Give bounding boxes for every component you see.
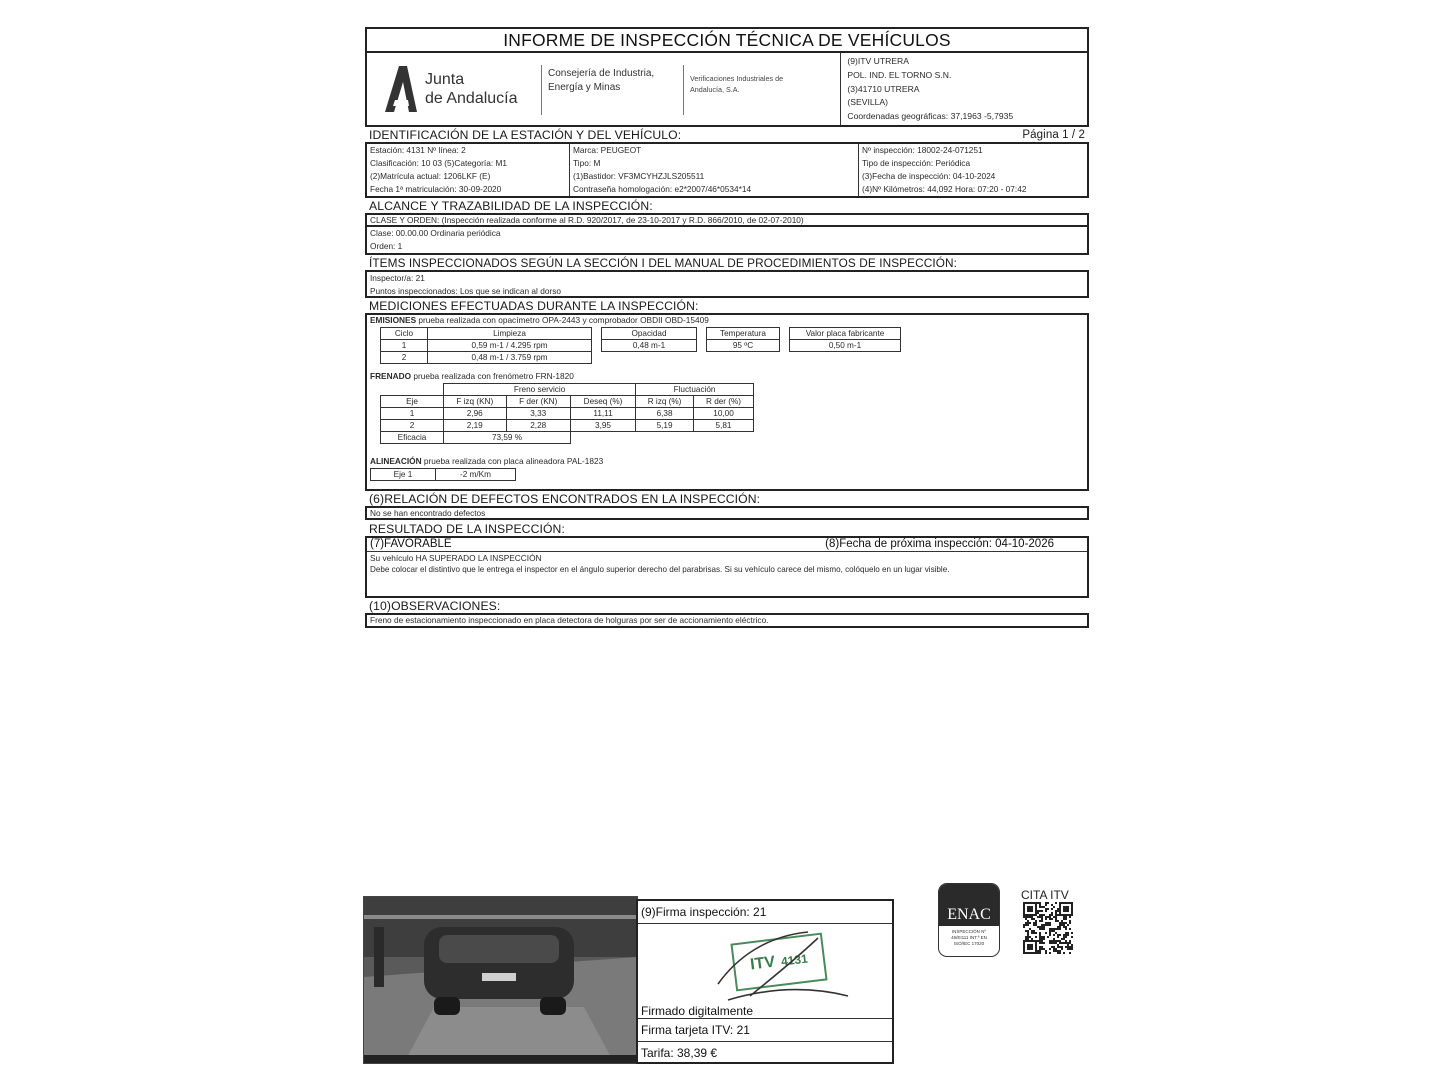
stamp-number: 4131: [780, 951, 809, 969]
frenado-header: F izq (KN): [444, 396, 507, 408]
frenado-cell: 1: [381, 408, 444, 420]
fluctuacion-header: Fluctuación: [636, 384, 754, 396]
temperatura-table: [706, 327, 780, 352]
consejeria-line2: Energía y Minas: [548, 82, 621, 93]
alineacion-label: ALINEACIÓN: [370, 456, 422, 466]
inspection-report: [365, 27, 1089, 628]
emisiones-cell: 2: [381, 352, 428, 364]
emisiones-cell: 0,59 m-1 / 4.295 rpm: [428, 340, 592, 352]
placa-header: Valor placa fabricante: [790, 328, 901, 340]
qr-code-icon[interactable]: [1023, 902, 1075, 954]
emisiones-limpieza-header: Limpieza: [428, 328, 592, 340]
frenado-label: FRENADO: [370, 371, 412, 381]
ident-col3: [859, 144, 1087, 196]
frenado-header: Eje: [381, 396, 444, 408]
frenado-cell: 10,00: [694, 408, 754, 420]
items-box: [365, 270, 1089, 298]
ident-homologacion: Contraseña homologación: e2*2007/46*0534*14: [573, 184, 752, 194]
section-alcance: ALCANCE Y TRAZABILIDAD DE LA INSPECCIÓN:: [369, 199, 653, 213]
firma-tarjeta: Firma tarjeta ITV: 21: [638, 1019, 892, 1042]
consejeria-line1: Consejería de Industria,: [548, 68, 655, 79]
frenado-cell: 2,28: [506, 420, 570, 432]
section-items: ÍTEMS INSPECCIONADOS SEGÚN LA SECCIÓN I DEL MANUAL DE PROCEDIMIENTOS DE INSPECCIÓN:: [369, 256, 957, 270]
tarifa: Tarifa: 38,39 €: [641, 1046, 718, 1060]
opacidad-header: Opacidad: [602, 328, 697, 340]
frenado-cell: 2,96: [444, 408, 507, 420]
resultado-box: [365, 536, 1089, 598]
section-mediciones: MEDICIONES EFECTUADAS DURANTE LA INSPECCIÓN:: [369, 299, 699, 313]
emisiones-cell: 1: [381, 340, 428, 352]
station-line3: (3)41710 UTRERA: [847, 83, 920, 94]
eficacia-value: 73,59 %: [444, 432, 571, 444]
frenado-header: Deseq (%): [570, 396, 635, 408]
frenado-cell: 3,33: [506, 408, 570, 420]
opacidad-value: 0,48 m-1: [602, 340, 697, 352]
consejeria: [542, 53, 683, 125]
items-puntos: Puntos inspeccionados: Los que se indican al dorso: [370, 286, 561, 296]
alcance-clase: Clase: 00.00.00 Ordinaria periódica: [370, 228, 501, 238]
frenado-table: [380, 383, 754, 444]
placa-value: 0,50 m-1: [790, 340, 901, 352]
ident-kilometros: (4)Nº Kilómetros: 44,092 Hora: 07:20 - 07:42: [862, 184, 1027, 194]
ident-num-inspeccion: Nº inspección: 18002-24-071251: [862, 145, 983, 155]
logo-line1: Junta: [425, 71, 465, 88]
alineacion-eje: Eje 1: [371, 469, 436, 481]
ident-tipo-inspeccion: Tipo de inspección: Periódica: [862, 158, 971, 168]
verificaciones: [684, 53, 840, 125]
proxima-inspeccion: (8)Fecha de próxima inspección: 04-10-2026: [825, 538, 1054, 550]
frenado-header: F der (KN): [506, 396, 570, 408]
vehicle-photo-image: [364, 897, 637, 1063]
temperatura-header: Temperatura: [707, 328, 780, 340]
junta-logo: [367, 53, 541, 125]
station-line5: Coordenadas geográficas: 37,1963 -5,7935: [847, 111, 1014, 122]
page-number: Página 1 / 2: [1022, 129, 1085, 141]
alineacion-valor: -2 m/Km: [436, 469, 516, 481]
resultado-header: [367, 538, 1087, 552]
ident-col1: [367, 144, 570, 196]
ident-heading-row: [365, 128, 1089, 142]
emisiones-cell: 0,48 m-1 / 3.759 rpm: [428, 352, 592, 364]
ident-fecha-inspeccion: (3)Fecha de inspección: 04-10-2024: [862, 171, 996, 181]
vehicle-photo: [363, 896, 638, 1064]
ident-marca: Marca: PEUGEOT: [573, 145, 642, 155]
section-relacion: (6)RELACIÓN DE DEFECTOS ENCONTRADOS EN LA INSPECCIÓN:: [369, 492, 761, 506]
frenado-cell: 2,19: [444, 420, 507, 432]
ident-clasificacion: Clasificación: 10 03 (5)Categoría: M1: [370, 158, 507, 168]
station-line4: (SEVILLA): [847, 97, 888, 108]
firmado-digitalmente: Firmado digitalmente: [641, 1004, 754, 1018]
verif-line1: Verificaciones Industriales de: [690, 74, 784, 83]
enac-logo: ENAC: [939, 884, 999, 926]
eficacia-label: Eficacia: [381, 432, 444, 444]
ident-box: [365, 142, 1089, 198]
observaciones-box: Freno de estacionamiento inspeccionado en placa detectora de holguras por ser de accionamiento eléctrico.: [365, 613, 1089, 628]
ident-matricula: (2)Matrícula actual: 1206LKF (E): [370, 171, 491, 181]
mediciones-box: [365, 313, 1089, 491]
ident-col2: [570, 144, 859, 196]
report-title: INFORME DE INSPECCIÓN TÉCNICA DE VEHÍCULOS: [365, 27, 1089, 53]
frenado-cell: 5,19: [636, 420, 694, 432]
temperatura-value: 95 ºC: [707, 340, 780, 352]
station-line2: POL. IND. EL TORNO S.N.: [847, 69, 952, 80]
clase-orden-box: [365, 227, 1089, 255]
section-resultado: RESULTADO DE LA INSPECCIÓN:: [369, 522, 565, 536]
frenado-header: R der (%): [694, 396, 754, 408]
frenado-cell: 2: [381, 420, 444, 432]
emisiones-desc: prueba realizada con opacímetro OPA-2443 y comprobador OBDII OBD-15409: [416, 315, 709, 325]
alcance-orden: Orden: 1: [370, 241, 403, 251]
alineacion-line: [370, 455, 603, 468]
emisiones-table: [380, 327, 592, 364]
enac-badge: [938, 883, 1000, 957]
section-identificacion: IDENTIFICACIÓN DE LA ESTACIÓN Y DEL VEHÍCULO:: [369, 128, 682, 142]
signature-scribble-icon: [698, 926, 868, 1016]
verif-line2: Andalucía, S.A.: [690, 85, 740, 94]
clase-orden: CLASE Y ORDEN: (Inspección realizada conforme al R.D. 920/2017, de 23-10-2017 y R.D. 866/2010, de 02-07-2010): [365, 213, 1089, 227]
station-line1: (9)ITV UTRERA: [847, 56, 909, 66]
firma-area: [638, 924, 892, 1019]
frenado-desc: prueba realizada con frenómetro FRN-1820: [411, 371, 574, 381]
report-header: [365, 53, 1089, 127]
distintivo-text: Debe colocar el distintivo que le entrega el inspector en el ángulo superior derecho del parabrisas. Si su vehículo carece del mismo, colóquelo en un lugar visible.: [370, 565, 950, 574]
section-observaciones: (10)OBSERVACIONES:: [369, 599, 501, 613]
emisiones-line: [370, 314, 709, 327]
emisiones-ciclo-header: Ciclo: [381, 328, 428, 340]
items-inspector: Inspector/a: 21: [370, 273, 425, 283]
ident-fecha-matriculacion: Fecha 1ª matriculación: 30-09-2020: [370, 184, 502, 194]
ident-estacion: Estación: 4131 Nº línea: 2: [370, 145, 466, 155]
freno-servicio-header: Freno servicio: [444, 384, 636, 396]
frenado-line: [370, 370, 574, 383]
junta-andalucia-icon: [381, 64, 421, 114]
signature-block: [636, 899, 894, 1064]
frenado-cell: 3,95: [570, 420, 635, 432]
ident-bastidor: (1)Bastidor: VF3MCYHZJLS205511: [573, 171, 705, 181]
frenado-cell: 6,38: [636, 408, 694, 420]
station-info: [841, 53, 1013, 125]
stamp-text: ITV: [749, 953, 777, 974]
firma-inspeccion: (9)Firma inspección: 21: [638, 901, 892, 924]
cita-itv-label: CITA ITV: [1021, 888, 1069, 902]
superado-text: Su vehículo HA SUPERADO LA INSPECCIÓN: [370, 553, 542, 563]
opacidad-table: [601, 327, 697, 352]
logo-line2: de Andalucía: [425, 90, 518, 107]
frenado-header: R izq (%): [636, 396, 694, 408]
alineacion-desc: prueba realizada con placa alineadora PAL-1823: [421, 456, 604, 466]
defectos-box: No se han encontrado defectos: [365, 506, 1089, 520]
enac-subtitle: INSPECCIÓN Nº 46/EI111 INT.ª EN ISO/IEC 17020: [951, 929, 987, 946]
frenado-cell: 11,11: [570, 408, 635, 420]
ident-tipo: Tipo: M: [573, 158, 601, 168]
alineacion-table: [370, 468, 516, 481]
favorable-label: (7)FAVORABLE: [370, 538, 452, 550]
emisiones-label: EMISIONES: [370, 315, 417, 325]
frenado-cell: 5,81: [694, 420, 754, 432]
placa-table: [789, 327, 901, 352]
